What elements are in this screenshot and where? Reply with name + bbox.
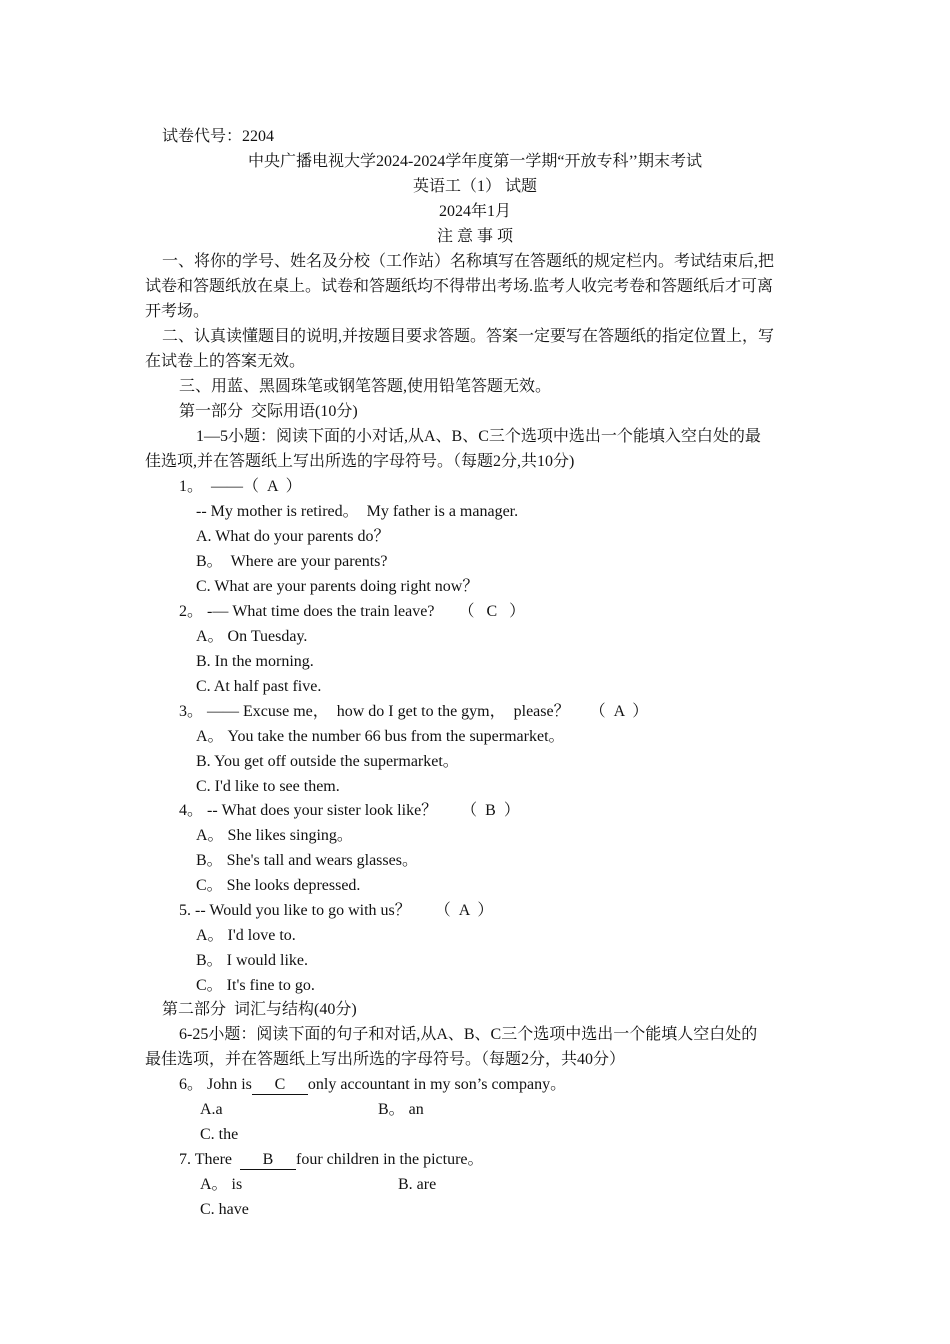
- notice-title: 注 意 事 项: [436, 228, 513, 245]
- notice-item-1-line-2: 试卷和答题纸放在桌上。试卷和答题纸均不得带出考场.监考人收完考卷和答题纸后才可离: [145, 278, 774, 295]
- question-3-option-b: B. You get off outside the supermarket。: [196, 753, 459, 770]
- question-4-option-a: A。 She likes singing。: [196, 827, 353, 844]
- question-6-prefix: 6。 John is: [179, 1076, 252, 1093]
- question-7-option-a: A。 is: [200, 1176, 243, 1193]
- question-2-option-a: A。 On Tuesday.: [196, 628, 308, 645]
- question-7-prefix: 7. There: [179, 1151, 241, 1168]
- question-4-option-c: C。 She looks depressed.: [196, 877, 361, 894]
- question-6-answer-blank: C: [252, 1075, 308, 1095]
- question-7-suffix: four children in the picture。: [296, 1151, 484, 1168]
- question-6-option-c: C. the: [200, 1126, 239, 1143]
- question-7-answer-blank: B: [240, 1150, 296, 1170]
- notice-item-2-line-1: 二、认真读懂题目的说明,并按题目要求答题。答案一定要写在答题纸的指定位置上，写: [162, 328, 775, 345]
- question-2-stem: 2。 -— What time does the train leave? （ C ）: [179, 603, 526, 620]
- question-6-suffix: only accountant in my son’s company。: [307, 1076, 567, 1093]
- question-1-option-b: B。 Where are your parents?: [196, 553, 388, 570]
- question-7-option-c: C. have: [200, 1201, 249, 1218]
- notice-item-1-line-3: 开考场。: [145, 303, 210, 320]
- question-7-stem: [179, 1147, 484, 1172]
- question-3-option-a: A。 You take the number 66 bus from the supermarket。: [196, 728, 565, 745]
- part2-instructions-line-2: 最佳选项，并在答题纸上写出所选的字母符号。（每题2分，共40分）: [145, 1051, 626, 1068]
- notice-item-2-line-2: 在试卷上的答案无效。: [145, 353, 306, 370]
- question-4-stem: 4。 -- What does your sister look like？ （ B ）: [179, 802, 520, 819]
- question-1-stem: 1。 ——（ A ）: [179, 478, 302, 495]
- question-6-option-b: B。 an: [378, 1101, 424, 1118]
- exam-university-title: 中央广播电视大学2024-2024学年度第一学期“开放专科’’期末考试: [248, 153, 702, 170]
- question-5-option-b: B。 I would like.: [196, 952, 308, 969]
- part2-instructions-line-1: 6-25小题：阅读下面的句子和对话,从A、B、C三个选项中选出一个能填人空白处的: [179, 1026, 758, 1043]
- exam-date: 2024年1月: [438, 203, 511, 220]
- question-4-option-b: B。 She's tall and wears glasses。: [196, 852, 418, 869]
- part1-instructions-line-2: 佳选项,并在答题纸上写出所选的字母符号。（每题2分,共10分): [145, 453, 575, 470]
- exam-subject-title: 英语工（1） 试题: [412, 178, 537, 195]
- question-1-option-c: C. What are your parents doing right now？: [196, 578, 479, 595]
- notice-item-3: 三、用蓝、黑圆珠笔或钢笔答题,使用铅笔答题无效。: [179, 378, 552, 395]
- part1-title: 第一部分 交际用语(10分): [179, 403, 358, 420]
- question-2-option-c: C. At half past five.: [196, 678, 322, 695]
- exam-code: 试卷代号：2204: [162, 128, 275, 145]
- question-2-option-b: B. In the morning.: [196, 653, 314, 670]
- question-5-stem: 5. -- Would you like to go with us？ （ A ）: [179, 902, 494, 919]
- question-6-stem: [179, 1072, 566, 1097]
- question-1-dialogue: -- My mother is retired。 My father is a manager.: [196, 503, 519, 520]
- part2-title: 第二部分 词汇与结构(40分): [162, 1001, 357, 1018]
- question-7-option-b: B. are: [398, 1176, 437, 1193]
- question-1-option-a: A. What do your parents do？: [196, 528, 390, 545]
- notice-item-1-line-1: 一、将你的学号、姓名及分校（工作站）名称填写在答题纸的规定栏内。考试结束后,把: [162, 253, 775, 270]
- question-5-option-a: A。 I'd love to.: [196, 927, 296, 944]
- part1-instructions-line-1: 1—5小题：阅读下面的小对话,从A、B、C三个选项中选出一个能填入空白处的最: [196, 428, 761, 445]
- question-5-option-c: C。 It's fine to go.: [196, 977, 315, 994]
- question-3-stem: 3。 —— Excuse me， how do I get to the gym， please？ （ A ）: [179, 703, 649, 720]
- question-3-option-c: C. I'd like to see them.: [196, 778, 340, 795]
- question-6-option-a: A.a: [200, 1101, 223, 1118]
